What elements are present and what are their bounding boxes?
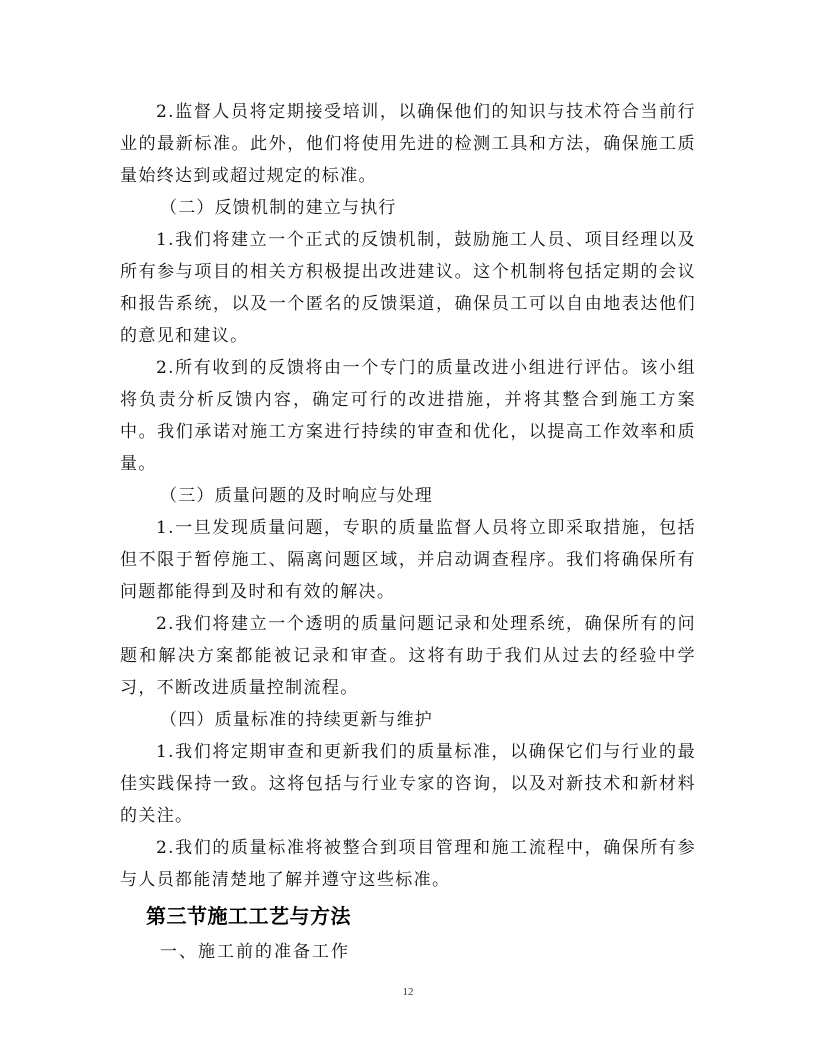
paragraph-feedback-mechanism: 1.我们将建立一个正式的反馈机制，鼓励施工人员、项目经理以及所有参与项目的相关方积极提出改进建议。这个机制将包括定期的会议和报告系统，以及一个匿名的反馈渠道，确保员工可以自由地表达他们的意见和建议。 [120, 230, 696, 346]
subsection-title-response: （三）质量问题的及时响应与处理 [160, 486, 433, 506]
paragraph-feedback-evaluation: 2.所有收到的反馈将由一个专门的质量改进小组进行评估。该小组将负责分析反馈内容，确定可行的改进措施，并将其整合到施工方案中。我们承诺对施工方案进行持续的审查和优化，以提高工作效率和质量。 [120, 358, 696, 474]
paragraph-issue-records: 2.我们将建立一个透明的质量问题记录和处理系统，确保所有的问题和解决方案都能被记录和审查。这将有助于我们从过去的经验中学习，不断改进质量控制流程。 [120, 614, 696, 698]
page-number: 12 [402, 986, 414, 998]
paragraph-issue-response: 1.一旦发现质量问题，专职的质量监督人员将立即采取措施，包括但不限于暂停施工、隔离问题区域，并启动调查程序。我们将确保所有问题都能得到及时和有效的解决。 [120, 518, 696, 602]
section-subheading: 一、施工前的准备工作 [160, 942, 350, 962]
subsection-title-feedback: （二）反馈机制的建立与执行 [160, 198, 397, 218]
paragraph-supervisor-training: 2.监督人员将定期接受培训，以确保他们的知识与技术符合当前行业的最新标准。此外，他们将使用先进的检测工具和方法，确保施工质量始终达到或超过规定的标准。 [120, 102, 696, 186]
paragraph-standards-integration: 2.我们的质量标准将被整合到项目管理和施工流程中，确保所有参与人员都能清楚地了解并遵守这些标准。 [120, 838, 696, 890]
page-content [120, 96, 696, 968]
section-heading: 第三节施工工艺与方法 [146, 904, 351, 928]
subsection-title-standards: （四）质量标准的持续更新与维护 [160, 710, 433, 730]
paragraph-standards-review: 1.我们将定期审查和更新我们的质量标准，以确保它们与行业的最佳实践保持一致。这将包括与行业专家的咨询，以及对新技术和新材料的关注。 [120, 742, 696, 826]
